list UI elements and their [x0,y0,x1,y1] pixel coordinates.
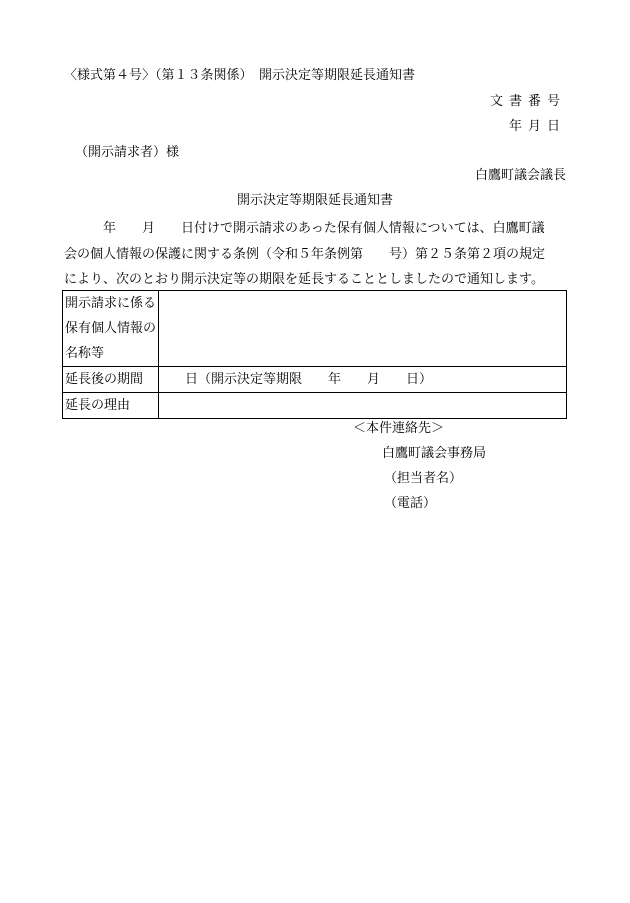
table-row-info-name [63,291,567,367]
table-row-reason [63,393,567,419]
table-value-info-name[interactable] [159,291,567,367]
document-number-label: 文書番号 [489,94,566,109]
contact-heading: ＜本件連絡先＞ [353,421,445,436]
form-reference: 〈様式第４号〉（第１３条関係） 開示決定等期限延長通知書 [64,68,416,83]
label-line-3: 名称等 [65,346,105,361]
sender-line: 白鷹町議会議長 [474,168,566,183]
document-title: 開示決定等期限延長通知書 [236,193,393,208]
table-label-reason: 延長の理由 [63,393,159,419]
body-line-3: により、次のとおり開示決定等の期限を延長することとしましたので通知します。 [64,272,544,287]
table-value-reason[interactable] [159,393,567,419]
label-line-1: 開示請求に係る [65,296,157,311]
body-line-1: 年 月 日付けで開示請求のあった保有個人情報については、白鷹町議 [64,221,545,236]
table-value-extended-period[interactable]: 日（開示決定等期限 年 月 日） [159,367,567,393]
contact-person: （担当者名） [384,471,463,486]
document-date-label: 年月日 [508,119,566,134]
notice-body [64,216,568,293]
table-label-info-name [63,291,159,367]
info-table [62,290,567,419]
recipient-line: （開示請求者）様 [75,145,180,160]
label-line-2: 保有個人情報の [65,321,157,336]
table-row-extended-period [63,367,567,393]
table-label-extended-period: 延長後の期間 [63,367,159,393]
contact-office: 白鷹町議会事務局 [382,446,487,461]
body-line-2: 会の個人情報の保護に関する条例（令和５年条例第 号）第２５条第２項の規定 [64,246,546,262]
contact-phone: （電話） [384,496,437,511]
